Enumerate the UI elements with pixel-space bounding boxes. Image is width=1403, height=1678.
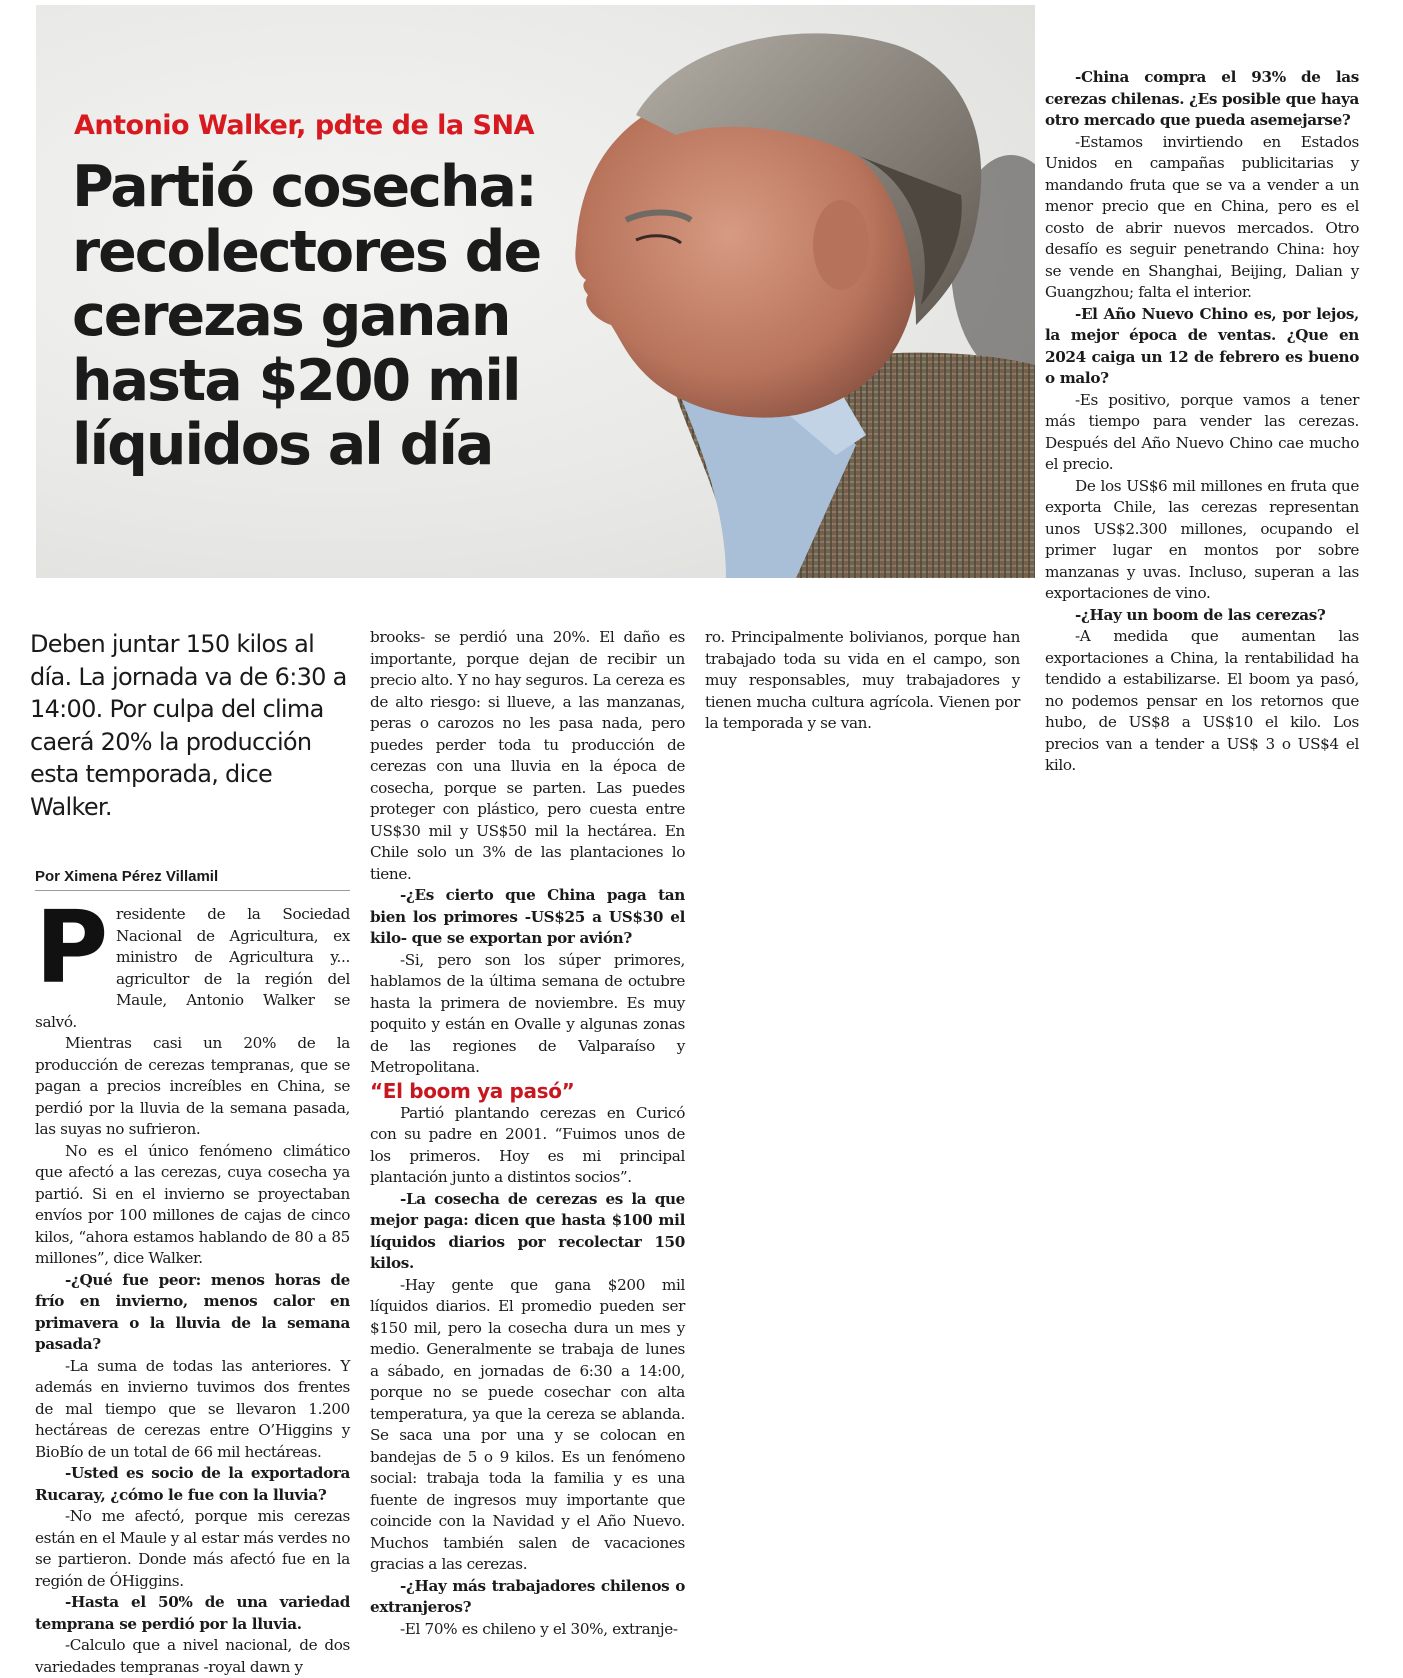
- headline: Partió cosecha: recolectores de cerezas ganan hasta $200 mil líquidos al día: [72, 154, 541, 478]
- interview-question: -Hasta el 50% de una variedad temprana se perdió por la lluvia.: [35, 1593, 350, 1633]
- interview-answer: -Si, pero son los súper primores, hablamos de la última semana de octubre hasta la primera de noviembre. Es muy poquito y están en Ovalle y algunas zonas de las regiones de Valparaíso y Metropolitana.: [370, 950, 685, 1076]
- drop-cap: P: [35, 889, 108, 1006]
- hero-photo-panel: [36, 5, 1035, 578]
- lead-summary: Deben juntar 150 kilos al día. La jornada va de 6:30 a 14:00. Por culpa del clima caerá 20% la producción esta temporada, dice Walker.: [30, 630, 347, 821]
- paragraph: De los US$6 mil millones en fruta que exporta Chile, las cerezas representan unos US$2.300 millones, ocupando el primer lugar en montos por sobre manzanas y uvas. Incluso, superan a las exportaciones de vino.: [1045, 476, 1359, 602]
- intro-paragraph: [35, 889, 350, 1033]
- intro-text: residente de la Sociedad Nacional de Agricultura, ex ministro de Agricultura y... agricultor de la región del Maule, Antonio Walker se salvó.: [35, 905, 350, 1031]
- interview-question: -¿Qué fue peor: menos horas de frío en invierno, menos calor en primavera o la lluvia de la semana pasada?: [35, 1270, 350, 1353]
- article-column-4: [1045, 67, 1359, 777]
- interview-question: -¿Es cierto que China paga tan bien los primores -US$25 a US$30 el kilo- que se exportan por avión?: [370, 886, 685, 947]
- interview-answer: -El 70% es chileno y el 30%, extranje-: [400, 1619, 678, 1638]
- interview-answer: -Hay gente que gana $200 mil líquidos diarios. El promedio pueden ser $150 mil, pero la cosecha dura un mes y medio. Generalmente se trabaja de lunes a sábado, en jornadas de 6:30 a 14:00, porque no se puede cosechar con alta temperatura, ya que la cereza se ablanda. Se saca una por una y se colocan en bandejas de 5 o 9 kilos. Es un fenómeno social: trabaja toda la familia y es una fuente de ingresos muy importante que coincide con la Navidad y el Año Nuevo. Muchos también salen de vacaciones gracias a las cerezas.: [370, 1275, 685, 1573]
- interview-answer: -Es positivo, porque vamos a tener más tiempo para vender las cerezas. Después del Año Nuevo Chino cae mucho el precio.: [1045, 390, 1359, 473]
- interview-answer: -Calculo que a nivel nacional, de dos variedades tempranas -royal dawn y: [35, 1636, 350, 1676]
- paragraph: Mientras casi un 20% de la producción de cerezas tempranas, que se pagan a precios increíbles en China, se perdió por la lluvia de la semana pasada, las suyas no sufrieron.: [35, 1034, 350, 1138]
- paragraph: brooks- se perdió una 20%. El daño es importante, porque dejan de recibir un precio alto. Y no hay seguros. La cereza es de alto riesgo: si llueve, a las manzanas, peras o carozos no les pasa nada, pero puedes perder toda tu producción de cerezas con una lluvia en la época de cosecha, porque se parten. Las puedes proteger con plástico, pero cuesta entre US$30 mil y US$50 mil la hectárea. En Chile solo un 3% de las plantaciones lo tiene.: [370, 628, 685, 883]
- interview-answer: -Estamos invirtiendo en Estados Unidos en campañas publicitarias y mandando fruta que se va a vender a un menor precio que en China, pero es el costo de abrir nuevos mercados. Otro desafío es seguir penetrando China: hoy se vende en Shanghai, Beijing, Dalian y Guangzhou; falta el interior.: [1045, 132, 1359, 301]
- interview-answer: -A medida que aumentan las exportaciones a China, la rentabilidad ha tendido a estabilizarse. El boom ya pasó, no podemos pensar en los retornos que hubo, de US$8 a US$10 el kilo. Los precios van a tender a US$ 3 o US$4 el kilo.: [1045, 627, 1359, 774]
- interview-answer: -La suma de todas las anteriores. Y además en invierno tuvimos dos frentes de mal tiempo que se llevaron 1.200 hectáreas de cerezas entre O’Higgins y BioBío de un total de 66 mil hectáreas.: [35, 1356, 350, 1461]
- interview-question: -Usted es socio de la exportadora Rucaray, ¿cómo le fue con la lluvia?: [35, 1464, 350, 1504]
- article-column-2: [370, 627, 685, 1640]
- interview-question: -¿Hay un boom de las cerezas?: [1075, 605, 1326, 624]
- interview-question: -¿Hay más trabajadores chilenos o extranjeros?: [370, 1576, 685, 1616]
- interview-question: -La cosecha de cerezas es la que mejor paga: dicen que hasta $100 mil líquidos diarios por recolectar 150 kilos.: [370, 1189, 685, 1272]
- interview-question: -El Año Nuevo Chino es, por lejos, la mejor época de ventas. ¿Que en 2024 caiga un 12 de febrero es bueno o malo?: [1045, 304, 1359, 387]
- article-column-1: [35, 889, 350, 1678]
- interview-answer: -No me afectó, porque mis cerezas están en el Maule y al estar más verdes no se partieron. Donde más afectó fue en la región de ÓHiggins.: [35, 1507, 350, 1590]
- byline: Por Ximena Pérez Villamil: [35, 868, 350, 891]
- paragraph: No es el único fenómeno climático que afectó a las cerezas, cuya cosecha ya partió. Si en el invierno se proyectaban envíos por 100 millones de cajas de cinco kilos, “ahora estamos hablando de 80 a 85 millones”, dice Walker.: [35, 1141, 350, 1267]
- paragraph: Partió plantando cerezas en Curicó con su padre en 2001. “Fuimos unos de los primeros. Hoy es mi principal plantación junto a distintos socios”.: [370, 1103, 685, 1186]
- section-subhead: “El boom ya pasó”: [370, 1078, 575, 1103]
- article-column-3: [705, 627, 1020, 735]
- kicker: Antonio Walker, pdte de la SNA: [74, 110, 534, 141]
- interview-question: -China compra el 93% de las cerezas chilenas. ¿Es posible que haya otro mercado que pueda asemejarse?: [1045, 68, 1359, 129]
- paragraph: ro. Principalmente bolivianos, porque han trabajado toda su vida en el campo, son muy responsables, muy trabajadores y tienen mucha cultura agrícola. Vienen por la temporada y se van.: [705, 628, 1020, 732]
